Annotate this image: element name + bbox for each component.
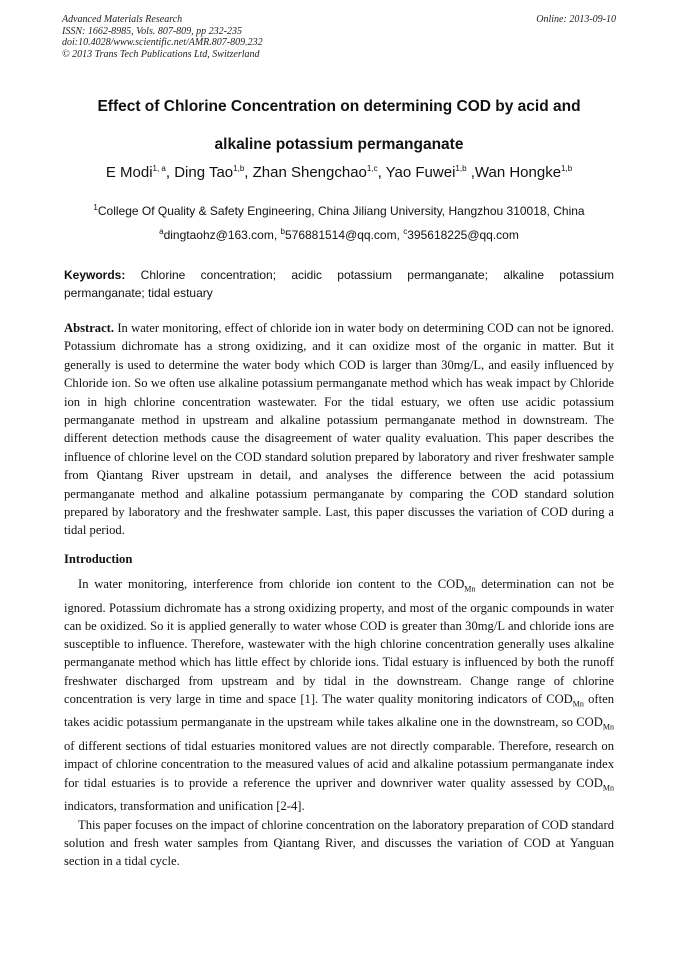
author-affiliation-mark: 1, a: [152, 164, 166, 173]
paragraph: [64, 575, 614, 816]
cod-term: COD: [576, 715, 603, 730]
cod-subscript: Mn: [602, 722, 614, 732]
email-address: dingtaohz@163.com: [163, 228, 274, 242]
author: Yao Fuwei: [385, 164, 456, 181]
cod-subscript: Mn: [464, 584, 476, 594]
paragraph-text: This paper focuses on the impact of: [78, 817, 262, 832]
affiliation-text: College Of Quality & Safety Engineering, China Jiliang University, Hangzhou 310018, China: [97, 204, 585, 218]
author-list: [20, 164, 658, 181]
author: Wan Hongke: [474, 164, 562, 181]
abstract-label: Abstract.: [64, 321, 115, 335]
author: E Modi: [105, 164, 153, 181]
email-separator: ,: [273, 228, 281, 242]
title-line-1: Effect of Chlorine Concentration on determining COD by acid and: [97, 98, 581, 115]
online-date: Online: 2013-09-10: [536, 14, 616, 25]
email-mark: a: [159, 227, 164, 236]
paragraph: [64, 816, 614, 871]
introduction-body: [64, 575, 614, 870]
author-separator: ,: [466, 164, 475, 181]
paragraph-text: In water monitoring, interference from chloride ion content to the: [78, 577, 438, 591]
email-address: 395618225@qq.com: [407, 228, 519, 242]
paragraph-text: of different sections of tidal estuaries monitored values are not directly comparable. Therefore, research on impact of chlorine concentration to the measured values of acid and alkaline potassium permanganate index for tidal estuaries is to provide a reference the upriver and downriver water quality assessed by: [64, 739, 614, 790]
keywords-text: Chlorine concentration; acidic potassium permanganate; alkaline potassium permanganate; tidal estuary: [64, 268, 614, 300]
paper-title: [40, 88, 638, 164]
author-affiliation-mark: 1,c: [366, 164, 378, 173]
author-affiliation-mark: 1,b: [561, 164, 573, 173]
section-heading-introduction: Introduction: [64, 552, 133, 566]
cod-subscript: Mn: [572, 699, 584, 709]
doi-line: doi:10.4028/www.scientific.net/AMR.807-809.232: [62, 37, 263, 48]
author-separator: ,: [165, 164, 175, 181]
author-separator: ,: [244, 164, 253, 181]
author-separator: ,: [377, 164, 386, 181]
issn-line: ISSN: 1662-8985, Vols. 807-809, pp 232-235: [62, 25, 242, 37]
paragraph-text: determination can not be ignored. Potassium dichromate has a strong oxidizing property, and most of the organic compounds in water can be oxidized. So it is applied generally to water whose COD is greater than 30mg/L and chloride ions are susceptible to influence. Therefore, wastewater with the high chlorine concentration generally uses alkaline permanganate method which has little effect by chloride ions. Tidal estuary is influenced by both the runoff freshwater discharged from upstream and by tidal in the downstream. Change range of chlorine concentration is very large in time and space [1]. The water quality monitoring indicators of: [64, 577, 614, 706]
author: Zhan Shengchao: [252, 164, 367, 181]
paragraph-text: often takes acidic potassium permanganate in the upstream while takes alkaline one in the downstream, so: [64, 691, 615, 730]
email-address: 576881514@qq.com: [284, 228, 397, 242]
author-affiliation-mark: 1,b: [455, 164, 467, 173]
copyright-line: © 2013 Trans Tech Publications Ltd, Switzerland: [62, 48, 260, 60]
author-affiliation-mark: 1,b: [233, 164, 245, 173]
journal-header: [62, 14, 616, 60]
paragraph-text: indicators, transformation and unification [2-4].: [64, 799, 305, 814]
cod-term: COD: [437, 577, 465, 591]
cod-term: COD: [546, 691, 573, 706]
abstract: [64, 319, 614, 540]
email-mark: b: [280, 227, 285, 236]
journal-name: Advanced Materials Research: [62, 14, 183, 25]
paragraph-text: concentration on the laboratory preparation of COD standard solution and fresh water samples from Qiantang River, and discusses the variation of COD at Yanguan section in a tidal cycle.: [64, 817, 615, 868]
title-line-2: alkaline potassium permanganate: [214, 136, 464, 153]
keywords: [64, 266, 614, 302]
abstract-text: In water monitoring, effect of chloride ion in water body on determining COD can not be ignored. Potassium dichromate has a strong oxidizing, and it can oxidize most of the organic in matter. But it generally is used to determine the water body which COD is larger than 30mg/L, and easily influenced by Chloride ion. So we often use alkaline potassium permanganate method which has weak impact by Chloride ion in high chlorine concentration wastewater. For the tidal estuary, we often use acidic potassium permanganate method in upstream and alkaline potassium permanganate method in downstream. The different detection methods cause the disagreement of water quality evaluation. This paper describes the influence of chlorine level on the COD standard solution prepared by laboratory and river freshwater sample from Qiantang River upstream in detail, and analyses the difference between the acid potassium permanganate method and alkaline potassium permanganate by comparing the COD standard solution prepared by laboratory and the freshwater sample. Last, this paper discusses the variation of COD during a tidal period.: [64, 321, 614, 538]
cod-subscript: Mn: [602, 783, 614, 793]
affiliation-mark: 1: [93, 203, 98, 212]
paragraph-text: chlorine: [261, 817, 303, 832]
cod-term: COD: [576, 775, 603, 790]
keywords-label: Keywords:: [64, 268, 126, 282]
email-mark: c: [403, 227, 408, 236]
email-list: [20, 227, 658, 242]
author: Ding Tao: [174, 164, 234, 181]
affiliation: [20, 203, 658, 218]
email-separator: ,: [396, 228, 404, 242]
